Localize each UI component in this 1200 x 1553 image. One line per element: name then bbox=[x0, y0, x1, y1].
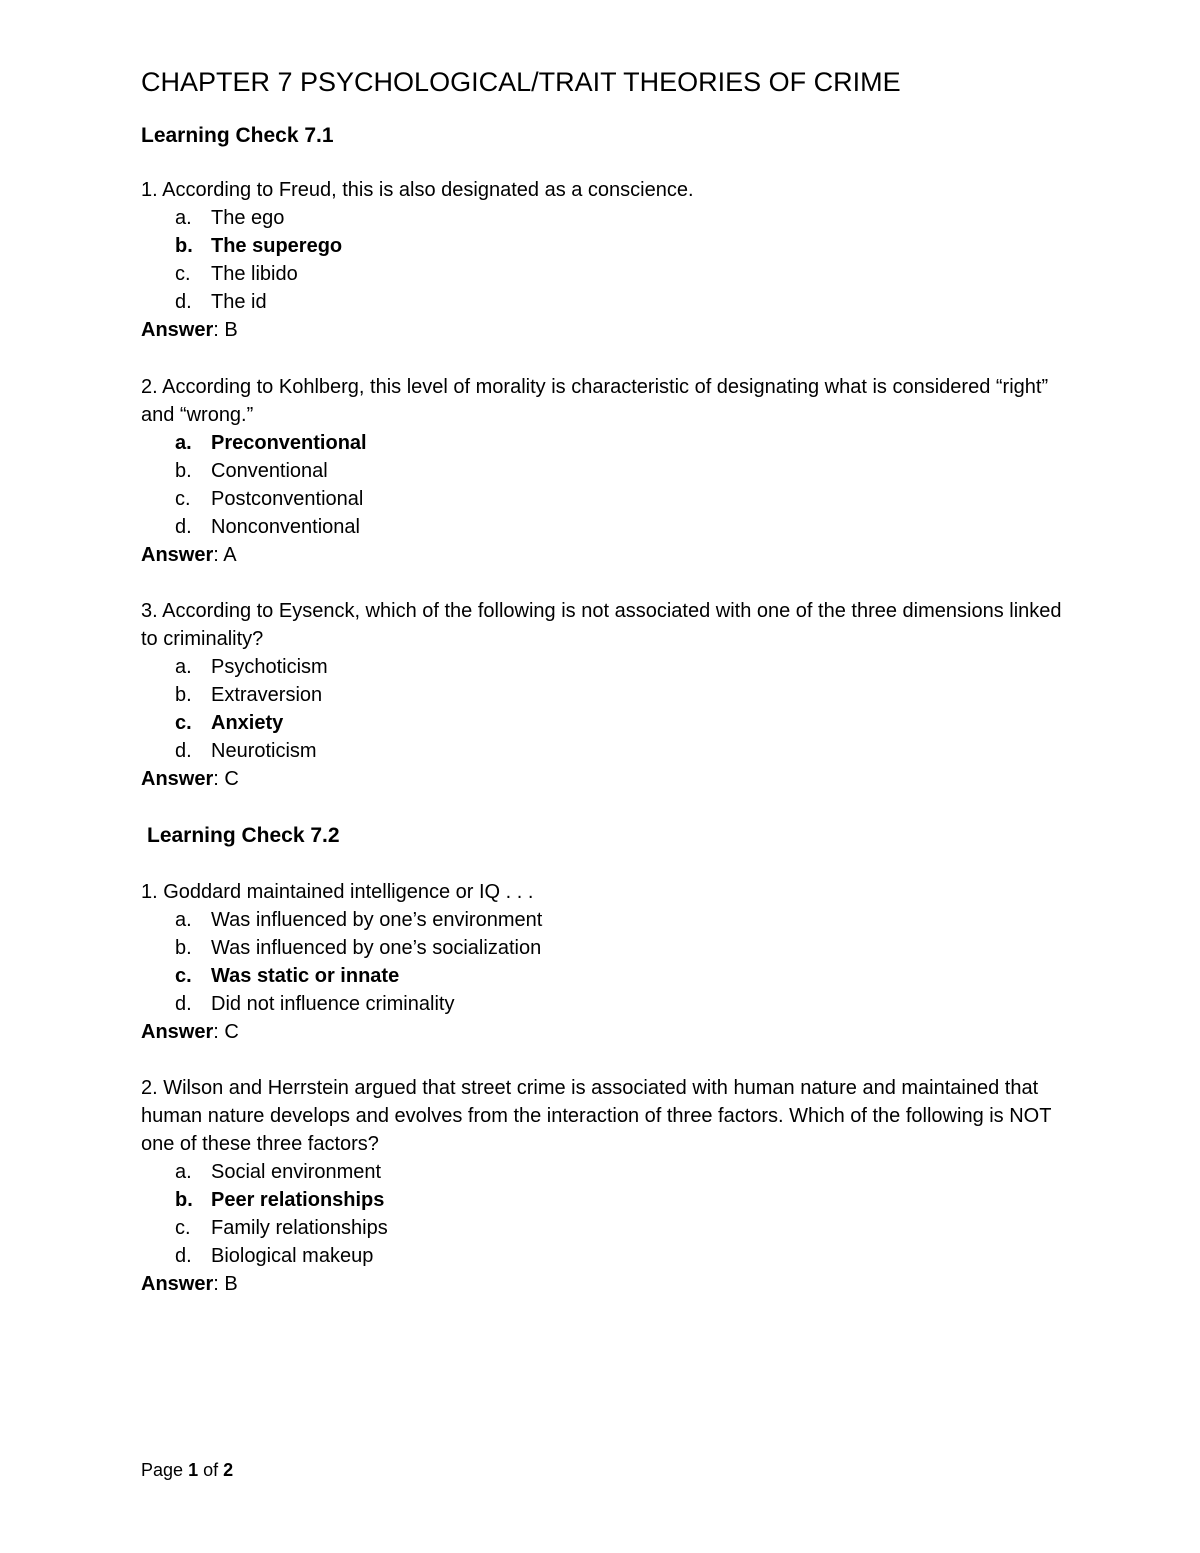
answer-label: Answer bbox=[141, 1273, 214, 1295]
option-letter: a. bbox=[175, 909, 192, 931]
question-7-1-2 bbox=[141, 373, 1081, 569]
option-text: Extraversion bbox=[211, 684, 323, 706]
option-text: Conventional bbox=[211, 460, 328, 482]
question-7-2-1 bbox=[141, 878, 1081, 1046]
option-list bbox=[141, 204, 1081, 316]
option-text: Did not influence criminality bbox=[211, 993, 455, 1015]
question-stem: 2. According to Kohlberg, this level of morality is characteristic of designating what is considered “right” and “wrong.” bbox=[141, 376, 1049, 426]
option-letter: d. bbox=[175, 1245, 192, 1267]
option-text: Was static or innate bbox=[211, 965, 400, 987]
section-heading-learning-check-7-1: Learning Check 7.1 bbox=[141, 124, 334, 147]
option-letter: d. bbox=[175, 993, 192, 1015]
question-stem: 1. According to Freud, this is also designated as a conscience. bbox=[141, 179, 694, 201]
option-text: Neuroticism bbox=[211, 740, 317, 762]
option-text: Nonconventional bbox=[211, 516, 360, 538]
option-a bbox=[141, 1158, 1081, 1186]
question-7-2-2 bbox=[141, 1074, 1081, 1298]
question-stem: 3. According to Eysenck, which of the following is not associated with one of the three dimensions linked to criminality? bbox=[141, 600, 1062, 650]
answer-label: Answer bbox=[141, 768, 214, 790]
answer-line bbox=[141, 541, 1081, 569]
option-letter: b. bbox=[175, 235, 193, 257]
option-letter: a. bbox=[175, 656, 192, 678]
option-b bbox=[141, 457, 1081, 485]
answer-line bbox=[141, 765, 1081, 793]
option-a bbox=[141, 204, 1081, 232]
option-c bbox=[141, 260, 1081, 288]
option-c-correct bbox=[141, 962, 1081, 990]
option-text: Biological makeup bbox=[211, 1245, 374, 1267]
answer-value: : B bbox=[213, 1273, 238, 1295]
option-letter: d. bbox=[175, 291, 192, 313]
footer-page-total: 2 bbox=[223, 1460, 234, 1480]
answer-value: : B bbox=[213, 319, 238, 341]
option-letter: c. bbox=[175, 1217, 191, 1239]
option-a bbox=[141, 906, 1081, 934]
option-list bbox=[141, 429, 1081, 541]
section-heading-learning-check-7-2: Learning Check 7.2 bbox=[147, 824, 340, 847]
option-text: The id bbox=[211, 291, 267, 313]
option-letter: d. bbox=[175, 740, 192, 762]
answer-label: Answer bbox=[141, 319, 214, 341]
option-a bbox=[141, 653, 1081, 681]
option-text: The superego bbox=[211, 235, 343, 257]
option-list bbox=[141, 1158, 1081, 1270]
option-letter: b. bbox=[175, 684, 192, 706]
document-title: CHAPTER 7 PSYCHOLOGICAL/TRAIT THEORIES OF CRIME bbox=[141, 67, 901, 97]
footer-page-current: 1 bbox=[188, 1460, 199, 1480]
answer-line bbox=[141, 1018, 1081, 1046]
option-text: Anxiety bbox=[211, 712, 284, 734]
option-text: Was influenced by one’s socialization bbox=[211, 937, 542, 959]
option-text: Postconventional bbox=[211, 488, 364, 510]
option-letter: b. bbox=[175, 937, 192, 959]
option-letter: d. bbox=[175, 516, 192, 538]
option-b bbox=[141, 681, 1081, 709]
option-list bbox=[141, 653, 1081, 765]
option-d bbox=[141, 288, 1081, 316]
option-letter: c. bbox=[175, 263, 191, 285]
option-text: Was influenced by one’s environment bbox=[211, 909, 543, 931]
option-list bbox=[141, 906, 1081, 1018]
option-c bbox=[141, 485, 1081, 513]
option-b-correct bbox=[141, 232, 1081, 260]
option-d bbox=[141, 1242, 1081, 1270]
answer-value: : C bbox=[213, 1021, 239, 1043]
option-letter: a. bbox=[175, 1161, 192, 1183]
question-7-1-1 bbox=[141, 176, 1081, 344]
option-d bbox=[141, 737, 1081, 765]
option-text: The ego bbox=[211, 207, 285, 229]
question-stem: 2. Wilson and Herrstein argued that street crime is associated with human nature and maintained that human nature develops and evolves from the interaction of three factors. Which of the following is NOT one of these three factors? bbox=[141, 1077, 1052, 1155]
option-c-correct bbox=[141, 709, 1081, 737]
page-footer bbox=[141, 1458, 233, 1482]
option-letter: c. bbox=[175, 712, 192, 734]
option-letter: a. bbox=[175, 432, 192, 454]
answer-value: : C bbox=[213, 768, 239, 790]
option-b-correct bbox=[141, 1186, 1081, 1214]
option-text: Family relationships bbox=[211, 1217, 388, 1239]
answer-value: : A bbox=[213, 544, 237, 566]
question-stem: 1. Goddard maintained intelligence or IQ . . . bbox=[141, 881, 534, 903]
answer-line bbox=[141, 316, 1081, 344]
option-letter: b. bbox=[175, 460, 192, 482]
option-letter: b. bbox=[175, 1189, 193, 1211]
option-text: Peer relationships bbox=[211, 1189, 385, 1211]
option-letter: a. bbox=[175, 207, 192, 229]
answer-line bbox=[141, 1270, 1081, 1298]
option-letter: c. bbox=[175, 965, 192, 987]
option-a-correct bbox=[141, 429, 1081, 457]
footer-page-word: Page bbox=[141, 1460, 184, 1480]
option-text: Psychoticism bbox=[211, 656, 328, 678]
question-7-1-3 bbox=[141, 597, 1081, 793]
option-b bbox=[141, 934, 1081, 962]
option-letter: c. bbox=[175, 488, 191, 510]
option-d bbox=[141, 513, 1081, 541]
option-text: Social environment bbox=[211, 1161, 382, 1183]
option-c bbox=[141, 1214, 1081, 1242]
option-d bbox=[141, 990, 1081, 1018]
option-text: The libido bbox=[211, 263, 298, 285]
answer-label: Answer bbox=[141, 544, 214, 566]
answer-label: Answer bbox=[141, 1021, 214, 1043]
footer-of-word: of bbox=[203, 1460, 219, 1480]
option-text: Preconventional bbox=[211, 432, 367, 454]
